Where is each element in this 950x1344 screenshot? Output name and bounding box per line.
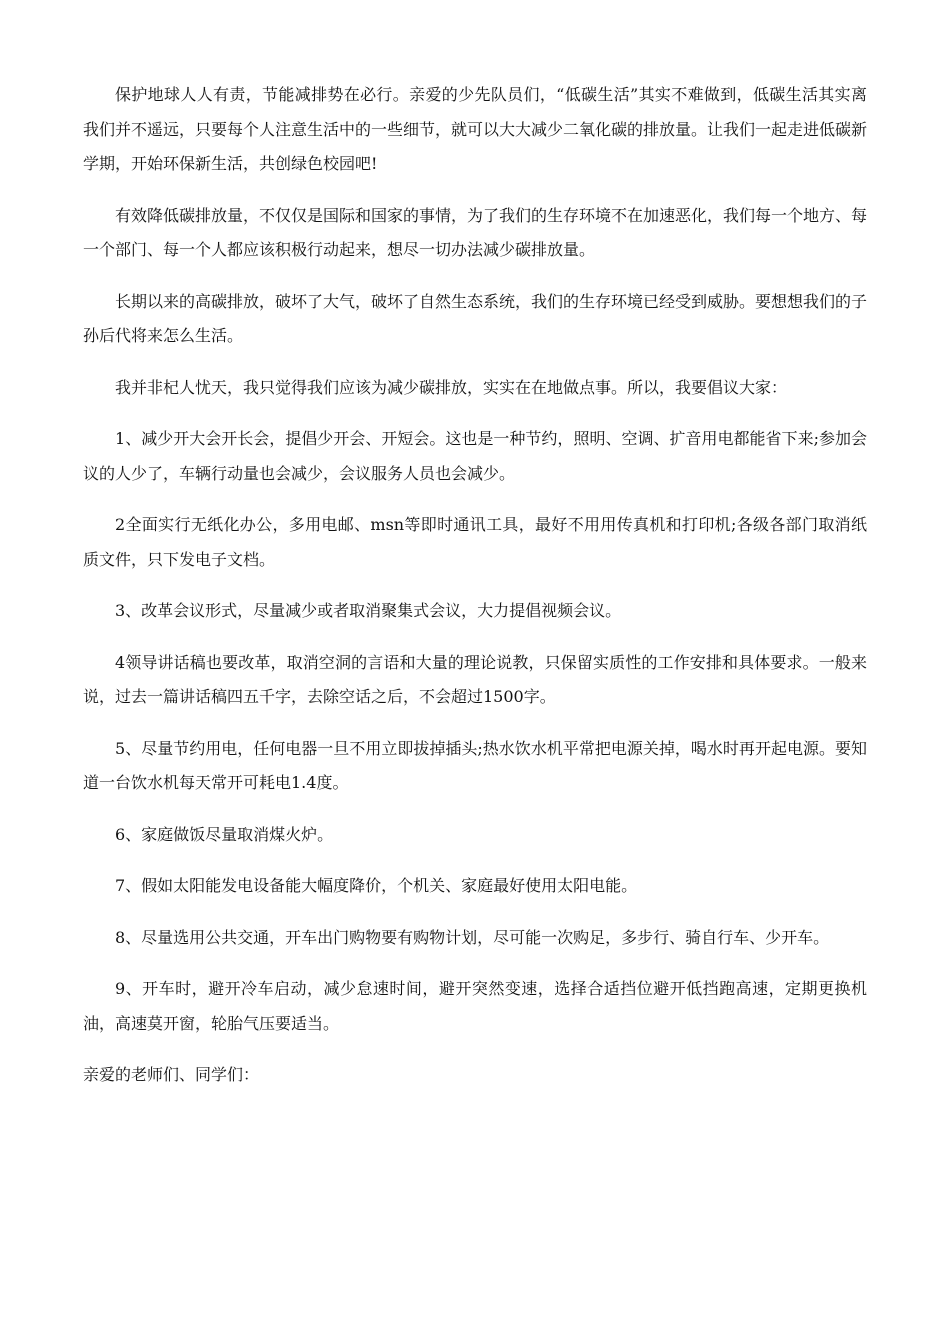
proposal-item-2: 2全面实行无纸化办公，多用电邮、msn等即时通讯工具，最好不用用传真机和打印机;各级各部门取消纸质文件，只下发电子文档。 [83, 515, 867, 569]
proposal-item-9: 9、开车时，避开冷车启动，减少怠速时间，避开突然变速，选择合适挡位避开低挡跑高速，定期更换机油，高速莫开窗，轮胎气压要适当。 [83, 979, 867, 1033]
closing-salutation: 亲爱的老师们、同学们： [83, 1065, 260, 1084]
proposal-item-8: 8、尽量选用公共交通，开车出门购物要有购物计划，尽可能一次购足，多步行、骑自行车、少开车。 [115, 927, 830, 947]
body-paragraph: 长期以来的高碳排放，破坏了大气，破坏了自然生态系统，我们的生存环境已经受到威胁。要想想我们的子孙后代将来怎么生活。 [83, 291, 868, 345]
document-page [83, 78, 867, 1110]
proposal-item-7: 7、假如太阳能发电设备能大幅度降价，个机关、家庭最好使用太阳电能。 [115, 876, 638, 895]
proposal-item-3: 3、改革会议形式，尽量减少或者取消聚集式会议，大力提倡视频会议。 [115, 601, 622, 620]
proposal-item-4: 4领导讲话稿也要改革，取消空洞的言语和大量的理论说教，只保留实质性的工作安排和具体要求。一般来说，过去一篇讲话稿四五千字，去除空话之后，不会超过1500字。 [83, 652, 867, 706]
proposal-item-1: 1、减少开大会开长会，提倡少开会、开短会。这也是一种节约，照明、空调、扩音用电都能省下来;参加会议的人少了，车辆行动量也会减少，会议服务人员也会减少。 [83, 429, 867, 483]
intro-paragraph: 保护地球人人有责，节能减排势在必行。亲爱的少先队员们，“低碳生活”其实不难做到，低碳生活其实离我们并不遥远，只要每个人注意生活中的一些细节，就可以大大减少二氧化碳的排放量。让我们一起走进低碳新学期，开始环保新生活，共创绿色校园吧! [83, 85, 868, 173]
proposal-item-6: 6、家庭做饭尽量取消煤火炉。 [115, 824, 334, 844]
proposal-intro-paragraph: 我并非杞人忧天，我只觉得我们应该为减少碳排放，实实在在地做点事。所以，我要倡议大家： [115, 377, 788, 397]
proposal-item-5: 5、尽量节约用电，任何电器一旦不用立即拔掉插头;热水饮水机平常把电源关掉，喝水时再开起电源。要知道一台饮水机每天常开可耗电1.4度。 [83, 738, 867, 792]
body-paragraph: 有效降低碳排放量，不仅仅是国际和国家的事情，为了我们的生存环境不在加速恶化，我们每一个地方、每一个部门、每一个人都应该积极行动起来，想尽一切办法减少碳排放量。 [83, 205, 868, 259]
